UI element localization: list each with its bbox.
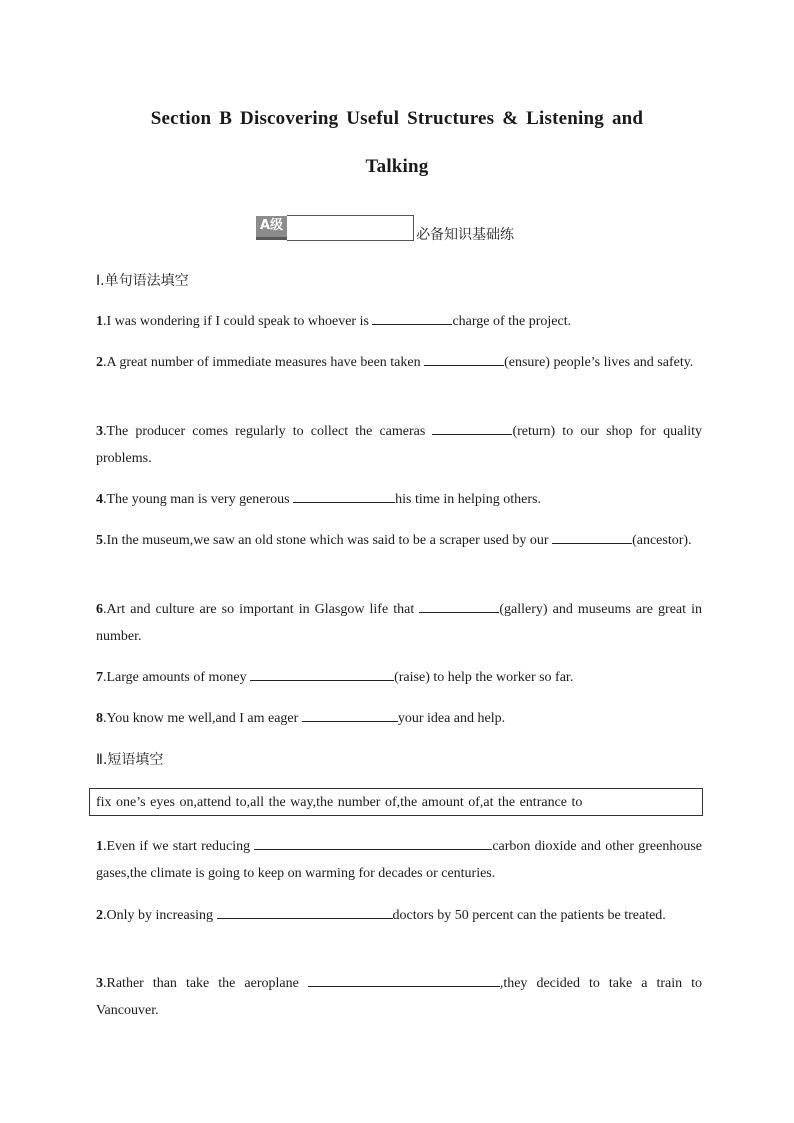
answer-blank[interactable] xyxy=(254,835,492,850)
answer-blank[interactable] xyxy=(419,598,499,613)
level-badge: A级 xyxy=(256,216,287,240)
question-item xyxy=(96,970,702,1024)
question-text: .Art and culture are so important in Glasgow life that xyxy=(103,602,420,617)
question-text: .In the museum,we saw an old stone which was said to be a scraper used by our xyxy=(103,533,553,548)
question-number: 4 xyxy=(96,492,103,507)
level-box xyxy=(287,215,414,241)
question-number: 2 xyxy=(96,355,103,370)
question-item xyxy=(96,664,702,691)
answer-blank[interactable] xyxy=(432,420,512,435)
question-text: (gallery) and museums are great in number. xyxy=(96,602,703,644)
question-text: .The young man is very generous xyxy=(103,492,294,507)
question-item xyxy=(96,527,702,554)
question-number: 3 xyxy=(96,976,103,991)
question-text: .I was wondering if I could speak to whoever is xyxy=(103,314,373,329)
question-text: .Rather than take the aeroplane xyxy=(103,976,308,991)
question-text: .Only by increasing xyxy=(103,908,217,923)
question-number: 3 xyxy=(96,424,103,439)
question-item xyxy=(96,349,702,376)
question-item xyxy=(96,705,702,732)
question-text: carbon dioxide and other greenhouse gases,the climate is going to keep on warming for decades or centuries. xyxy=(96,839,702,881)
question-text: doctors by 50 percent can the patients be treated. xyxy=(392,908,666,923)
question-number: 6 xyxy=(96,602,103,617)
question-number: 1 xyxy=(96,839,103,854)
question-item xyxy=(96,308,702,335)
question-text: (ensure) people’s lives and safety. xyxy=(504,355,694,370)
question-text: his time in helping others. xyxy=(395,492,541,507)
question-item xyxy=(96,418,702,472)
question-number: 1 xyxy=(96,314,103,329)
page-title-continued: Talking xyxy=(365,156,429,177)
question-number: 5 xyxy=(96,533,103,548)
answer-blank[interactable] xyxy=(308,972,500,987)
question-text: charge of the project. xyxy=(452,314,572,329)
page-title: Section B Discovering Useful Structures & Listening and xyxy=(150,108,644,129)
question-text: .Large amounts of money xyxy=(103,670,251,685)
answer-blank[interactable] xyxy=(293,488,395,503)
question-item xyxy=(96,833,702,887)
answer-blank[interactable] xyxy=(424,351,504,366)
question-number: 8 xyxy=(96,711,103,726)
question-text: .You know me well,and I am eager xyxy=(103,711,302,726)
question-item xyxy=(96,596,702,650)
question-text: (return) to our shop for quality problems. xyxy=(96,424,702,466)
question-number: 7 xyxy=(96,670,103,685)
question-text: (ancestor). xyxy=(632,533,692,548)
phrase-bank: fix one’s eyes on,attend to,all the way,the number of,the amount of,at the entrance to xyxy=(89,788,703,816)
question-text: your idea and help. xyxy=(397,711,506,726)
answer-blank[interactable] xyxy=(302,707,398,722)
level-label: 必备知识基础练 xyxy=(416,227,515,243)
question-text: .The producer comes regularly to collect the cameras xyxy=(103,424,433,439)
answer-blank[interactable] xyxy=(217,904,393,919)
level-header xyxy=(256,213,514,241)
question-number: 2 xyxy=(96,908,103,923)
question-text: (raise) to help the worker so far. xyxy=(394,670,574,685)
answer-blank[interactable] xyxy=(250,666,394,681)
question-text: .Even if we start reducing xyxy=(103,839,255,854)
section-heading-grammar: Ⅰ.单句语法填空 xyxy=(96,273,189,289)
section-heading-phrases: Ⅱ.短语填空 xyxy=(96,752,164,768)
question-text: .A great number of immediate measures have been taken xyxy=(103,355,425,370)
question-text: ,they decided to take a train to Vancouver. xyxy=(96,976,703,1018)
question-item xyxy=(96,486,702,513)
question-item xyxy=(96,902,702,929)
answer-blank[interactable] xyxy=(552,529,632,544)
answer-blank[interactable] xyxy=(372,310,452,325)
